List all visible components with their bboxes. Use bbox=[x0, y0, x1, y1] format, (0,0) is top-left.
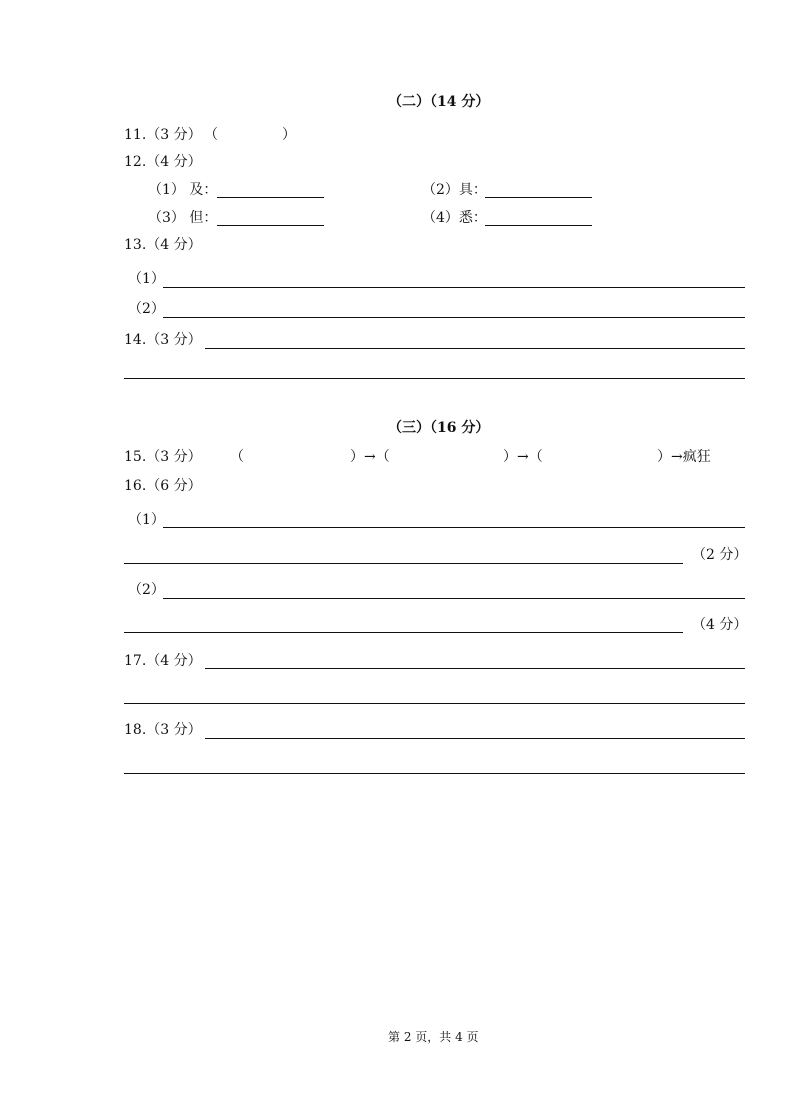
question-15-arrow-1: ）→（ bbox=[350, 449, 390, 465]
question-14-label: 14.（3 分） bbox=[124, 332, 202, 348]
question-17-answer-line-2[interactable] bbox=[124, 703, 745, 704]
question-16-sub-2-score: （4 分） bbox=[692, 617, 748, 633]
question-16-sub-1-score: （2 分） bbox=[692, 547, 748, 563]
question-14-answer-line-2[interactable] bbox=[124, 378, 745, 379]
question-12-item-1: （1） 及： bbox=[148, 182, 218, 198]
question-15-arrow-2: ）→（ bbox=[503, 449, 543, 465]
question-13-sub-1: （1） bbox=[128, 271, 165, 287]
question-12-item-4-blank[interactable] bbox=[485, 225, 592, 226]
question-12-item-3-blank[interactable] bbox=[217, 225, 324, 226]
question-16-sub-1: （1） bbox=[128, 512, 165, 528]
question-13-sub-2-answer-line[interactable] bbox=[163, 317, 745, 318]
question-12-label: 12.（4 分） bbox=[124, 154, 202, 170]
question-16-sub-1-answer-line-2[interactable] bbox=[124, 563, 683, 564]
question-15-end: ）→疯狂 bbox=[657, 449, 711, 465]
question-16-label: 16.（6 分） bbox=[124, 478, 202, 494]
section-2-title: （二）（14 分） bbox=[388, 94, 490, 110]
question-18-answer-line-2[interactable] bbox=[124, 773, 745, 774]
question-13-sub-2: （2） bbox=[128, 301, 165, 317]
question-11-close-paren: ） bbox=[282, 127, 296, 143]
question-11-label: 11.（3 分） bbox=[124, 127, 202, 143]
question-18-answer-line-1[interactable] bbox=[205, 738, 745, 739]
question-13-label: 13.（4 分） bbox=[124, 237, 202, 253]
question-17-answer-line-1[interactable] bbox=[205, 668, 745, 669]
question-16-sub-2: （2） bbox=[128, 582, 165, 598]
question-12-item-2: （2）具： bbox=[422, 182, 487, 198]
page-number: 第 2 页，共 4 页 bbox=[388, 1030, 479, 1044]
question-12-item-3: （3） 但： bbox=[148, 210, 218, 226]
question-16-sub-2-answer-line-1[interactable] bbox=[163, 598, 745, 599]
question-17-label: 17.（4 分） bbox=[124, 653, 202, 669]
question-16-sub-1-answer-line-1[interactable] bbox=[163, 527, 745, 528]
question-16-sub-2-answer-line-2[interactable] bbox=[124, 632, 683, 633]
question-12-item-4: （4）悉： bbox=[422, 210, 487, 226]
question-14-answer-line-1[interactable] bbox=[205, 348, 745, 349]
question-12-item-1-blank[interactable] bbox=[217, 197, 324, 198]
question-15-label: 15.（3 分） bbox=[124, 449, 202, 465]
question-12-item-2-blank[interactable] bbox=[485, 197, 592, 198]
section-3-title: （三）（16 分） bbox=[388, 420, 490, 436]
question-13-sub-1-answer-line[interactable] bbox=[163, 287, 745, 288]
question-15-open-paren: （ bbox=[230, 449, 244, 465]
question-18-label: 18.（3 分） bbox=[124, 722, 202, 738]
question-11-open-paren: （ bbox=[204, 127, 218, 143]
